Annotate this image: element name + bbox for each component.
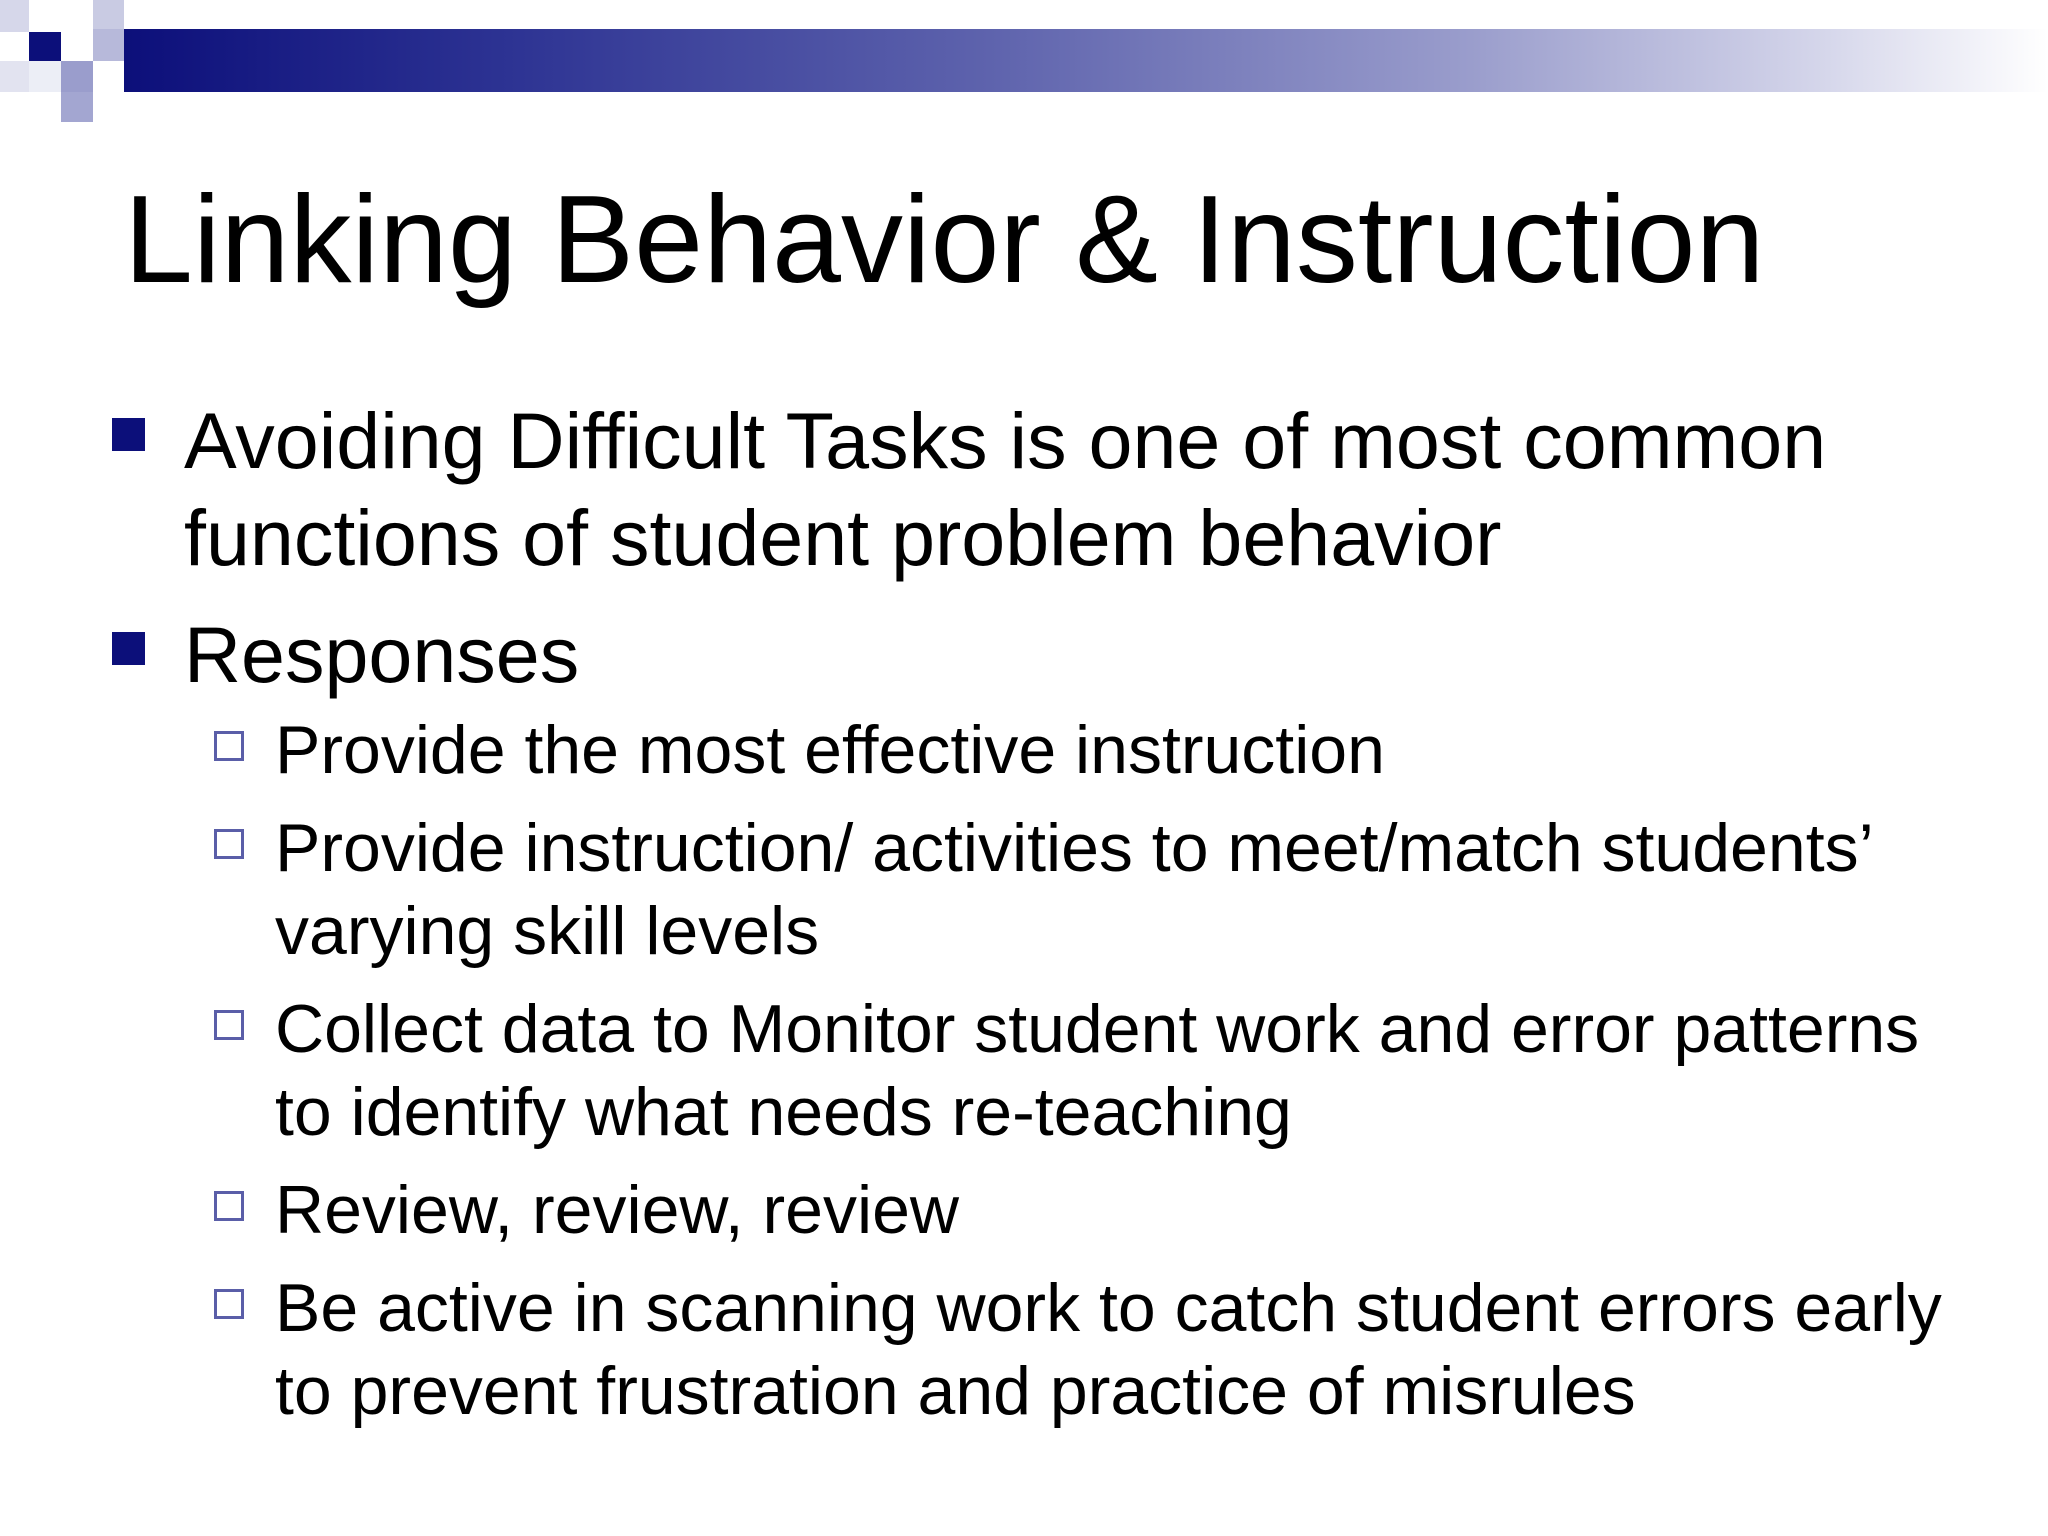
filled-square-bullet-icon	[112, 418, 145, 451]
sub-bullet-text: Provide instruction/ activities to meet/match students’ varying skill levels	[275, 810, 1872, 969]
sub-bullet-item	[108, 988, 1988, 1154]
bullet-item	[108, 392, 1988, 586]
hollow-square-bullet-icon	[214, 1010, 244, 1040]
decorative-square	[0, 0, 29, 32]
decorative-square	[61, 61, 93, 92]
hollow-square-bullet-icon	[214, 1191, 244, 1221]
slide-title: Linking Behavior & Instruction	[124, 171, 1765, 309]
bullet-text: Avoiding Difficult Tasks is one of most common functions of student problem behavior	[184, 396, 1827, 582]
sub-bullet-item	[108, 807, 1988, 973]
hollow-square-bullet-icon	[214, 1289, 244, 1319]
sub-bullet-text: Be active in scanning work to catch student errors early to prevent frustration and practice of misrules	[275, 1270, 1942, 1429]
filled-square-bullet-icon	[112, 632, 145, 665]
slide-body	[108, 392, 1988, 1448]
header-gradient-band	[124, 29, 2048, 92]
decorative-square	[93, 29, 124, 61]
decorative-square	[93, 0, 124, 29]
decorative-square	[29, 32, 61, 61]
bullet-text: Responses	[184, 610, 580, 699]
decorative-square	[0, 61, 29, 92]
decorative-square	[61, 92, 93, 122]
sub-bullet-item	[108, 1267, 1988, 1433]
sub-bullet-text: Collect data to Monitor student work and error patterns to identify what needs re-teaching	[275, 991, 1920, 1150]
sub-bullet-item	[108, 709, 1988, 792]
sub-bullet-text: Provide the most effective instruction	[275, 712, 1385, 788]
bullet-item	[108, 606, 1988, 703]
decorative-square	[29, 61, 61, 92]
hollow-square-bullet-icon	[214, 731, 244, 761]
hollow-square-bullet-icon	[214, 829, 244, 859]
sub-bullet-item	[108, 1169, 1988, 1252]
sub-bullet-text: Review, review, review	[275, 1172, 960, 1248]
